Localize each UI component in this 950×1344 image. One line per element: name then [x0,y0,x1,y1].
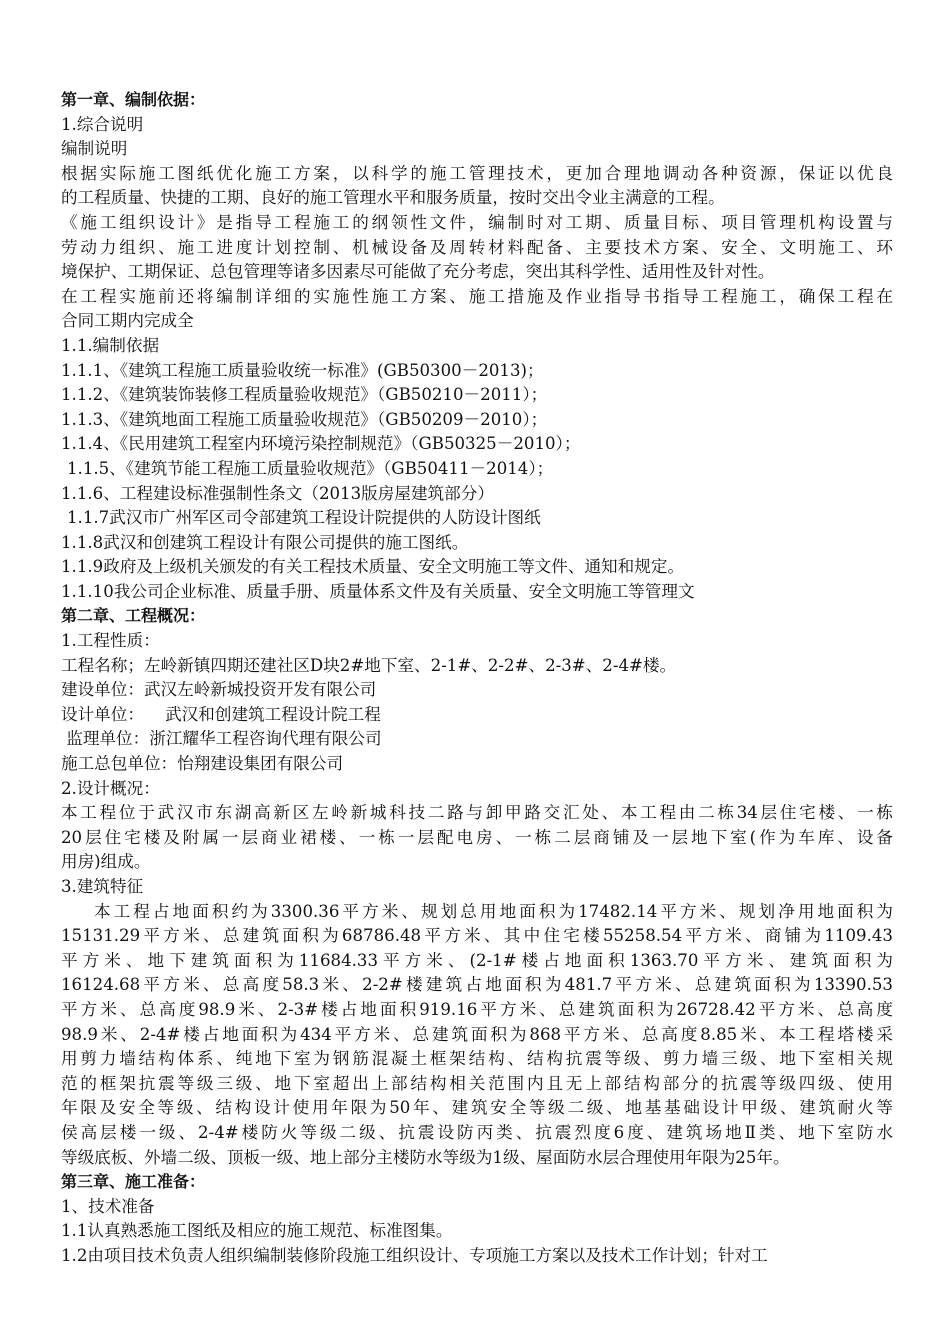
paragraph-line: 境保护、工期保证、总包管理等诸多因素尽可能做了充分考虑，突出其科学性、适用性及针对性。 [61,262,775,282]
paragraph-line: 在工程实施前还将编制详细的实施性施工方案、施工措施及作业指导书指导工程施工，确保工程在 [61,286,893,306]
paragraph-line: 合同工期内完成全 [61,311,194,331]
paragraph-line: 平方米、总高度98.9米、2-3#楼占地面积919.16平方米、总建筑面积为26728.42平方米、总高度 [61,999,893,1019]
section-heading: 3.建筑特征 [61,877,144,896]
paragraph-line: 根据实际施工图纸优化施工方案，以科学的施工管理技术，更加合理地调动各种资源，保证以优良 [61,163,893,183]
basis-item: 1.1.7武汉市广州军区司令部建筑工程设计院提供的人防设计图纸 [67,508,541,528]
paragraph-line: 20层住宅楼及附属一层商业裙楼、一栋一层配电房、一栋二层商铺及一层地下室(作为车库、设备 [61,827,893,847]
basis-item: 1.1.2、《建筑装饰装修工程质量验收规范》（GB50210－2011）； [61,385,548,405]
document-body [61,88,893,1269]
paragraph-line: 侯高层楼一级、2-4#楼防火等级二级、抗震设防丙类、抗震烈度6度、建筑场地Ⅱ类、地下室防水 [61,1122,893,1142]
paragraph-line: 16124.68平方米、总高度58.3米、2-2#楼建筑占地面积为481.7平方米、总建筑面积为13390.53 [61,975,893,995]
prep-item: 1.2由项目技术负责人组织编制装修阶段施工组织设计、专项施工方案以及技术工作计划；针对工 [61,1245,768,1265]
paragraph-line: 的工程质量、快捷的工期、良好的施工管理水平和服务质量，按时交出令业主满意的工程。 [61,188,725,208]
project-info-line: 工程名称；左岭新镇四期还建社区D块2#地下室、2-1#、2-2#、2-3#、2-4#楼。 [61,655,677,675]
paragraph-line: 范的框架抗震等级三级、地下室超出上部结构相关范围内且无上部结构部分的抗震等级四级、使用 [61,1073,893,1093]
chapter-1-title: 第一章、编制依据： [61,90,206,109]
basis-item: 1.1.5、《建筑节能工程施工质量验收规范》（GB50411－2014）； [67,458,554,478]
basis-item: 1.1.3、《建筑地面工程施工质量验收规范》（GB50209－2010）； [61,409,548,429]
paragraph-line: 15131.29平方米、总建筑面积为68786.48平方米、其中住宅楼55258.54平方米、商铺为1109.43 [61,926,893,946]
paragraph-line: 用剪力墙结构体系、纯地下室为钢筋混凝土框架结构、结构抗震等级、剪力墙三级、地下室相关规 [61,1049,893,1069]
chapter-3-title: 第三章、施工准备： [61,1172,206,1192]
prep-item: 1.1认真熟悉施工图纸及相应的施工规范、标准图集。 [61,1221,453,1241]
project-info-line: 监理单位：浙江耀华工程咨询代理有限公司 [61,729,382,749]
subsection-heading: 编制说明 [61,139,128,159]
paragraph-line: 《施工组织设计》是指导工程施工的纲领性文件，编制时对工期、质量目标、项目管理机构设置与 [61,212,893,232]
paragraph-line: 年限及安全等级、结构设计使用年限为50年、建筑安全等级二级、地基基础设计甲级、建筑耐火等 [61,1098,893,1118]
paragraph-line: 本工程占地面积约为3300.36平方米、规划总用地面积为17482.14平方米、规划净用地面积为 [94,901,893,921]
paragraph-line: 用房)组成。 [61,852,151,872]
basis-item: 1.1.1、《建筑工程施工质量验收统一标准》(GB50300－2013)； [61,360,544,380]
paragraph-line: 98.9米、2-4#楼占地面积为434平方米、总建筑面积为868平方米、总高度8.85米、本工程塔楼采 [61,1024,893,1044]
basis-item: 1.1.8武汉和创建筑工程设计有限公司提供的施工图纸。 [61,532,469,552]
project-info-line: 设计单位： 武汉和创建筑工程设计院工程 [61,704,381,724]
project-info-line: 施工总包单位：怡翔建设集团有限公司 [61,754,344,774]
basis-item: 1.1.4、《民用建筑工程室内环境污染控制规范》（GB50325－2010）； [61,434,581,454]
paragraph-line: 等级底板、外墙二级、顶板一级、地上部分主楼防水等级为1级、屋面防水层合理使用年限为25年。 [61,1147,790,1167]
basis-item: 1.1.10我公司企业标准、质量手册、质量体系文件及有关质量、安全文明施工等管理文 [61,581,695,601]
section-heading: 2.设计概况： [61,778,160,798]
basis-item: 1.1.9政府及上级机关颁发的有关工程技术质量、安全文明施工等文件、通知和规定。 [61,557,685,577]
section-heading: 1、技术准备 [61,1196,155,1216]
section-heading: 1.1.编制依据 [61,335,160,355]
section-heading: 1.综合说明 [61,114,144,134]
section-heading: 1.工程性质： [61,631,160,651]
paragraph-line: 劳动力组织、施工进度计划控制、机械设备及周转材料配备、主要技术方案、安全、文明施工、环 [61,237,893,257]
paragraph-line: 本工程位于武汉市东湖高新区左岭新城科技二路与卸甲路交汇处、本工程由二栋34层住宅楼、一栋 [61,803,893,823]
project-info-line: 建设单位：武汉左岭新城投资开发有限公司 [61,680,377,700]
chapter-2-title: 第二章、工程概况： [61,606,206,626]
paragraph-line: 平方米、地下建筑面积为11684.33平方米、(2-1#楼占地面积1363.70平方米、建筑面积为 [61,950,893,970]
basis-item: 1.1.6、工程建设标准强制性条文（2013版房屋建筑部分） [61,483,494,503]
